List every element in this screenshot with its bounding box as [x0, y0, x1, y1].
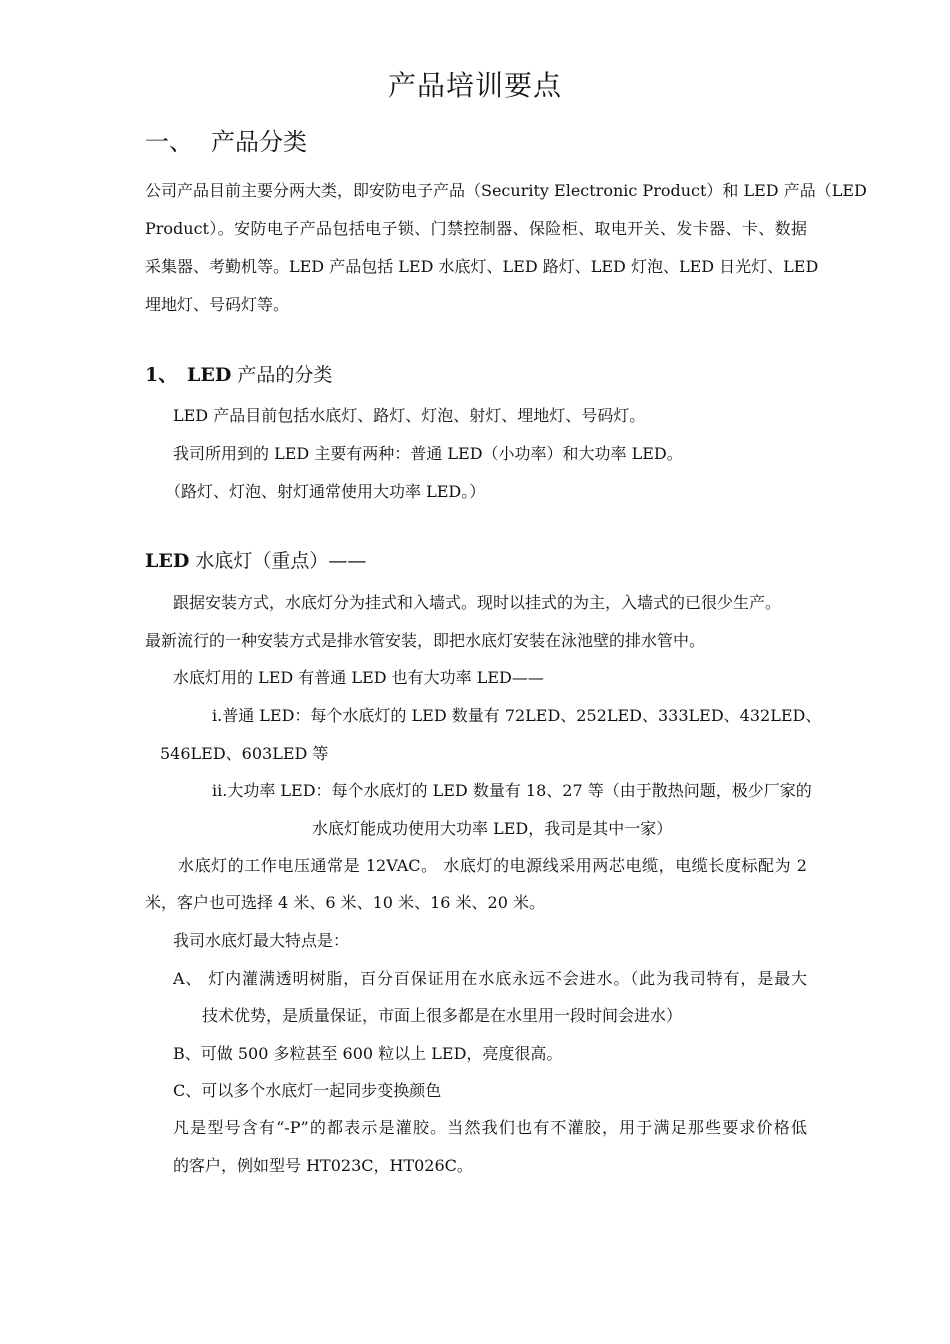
body-line-5: 546LED、603LED 等	[160, 744, 329, 763]
body-line-12: 技术优势，是质量保证，市面上很多都是在水里用一段时间会进水）	[202, 1006, 683, 1025]
intro-line-1: 公司产品目前主要分两大类，即安防电子产品（Security Electronic Product）和 LED 产品（LED	[145, 181, 867, 200]
page-title: 产品培训要点	[387, 69, 562, 102]
underwater-heading-bold: LED	[145, 550, 190, 572]
body-line-13: B、可做 500 多粒甚至 600 粒以上 LED，亮度很高。	[173, 1044, 563, 1063]
section-heading-text: 产品分类	[211, 128, 307, 156]
led-line-1: LED 产品目前包括水底灯、路灯、灯泡、射灯、埋地灯、号码灯。	[173, 406, 646, 425]
led-line-3: （路灯、灯泡、射灯通常使用大功率 LED。）	[165, 482, 486, 501]
subsection-number: 1、	[145, 364, 178, 386]
section-number: 一、	[145, 128, 193, 156]
body-line-9: 米，客户也可选择 4 米、6 米、10 米、16 米、20 米。	[145, 893, 545, 912]
body-line-14: C、可以多个水底灯一起同步变换颜色	[173, 1081, 442, 1100]
body-line-1: 跟据安装方式，水底灯分为挂式和入墙式。现时以挂式的为主，入墙式的已很少生产。	[173, 593, 782, 612]
body-line-16: 的客户，例如型号 HT023C，HT026C。	[173, 1156, 473, 1175]
intro-line-4: 埋地灯、号码灯等。	[145, 295, 290, 314]
intro-line-2: Product）。安防电子产品包括电子锁、门禁控制器、保险柜、取电开关、发卡器、卡、数据	[145, 219, 807, 238]
body-line-4: i.普通 LED：每个水底灯的 LED 数量有 72LED、252LED、333LED、432LED、	[212, 706, 822, 725]
led-line-2: 我司所用到的 LED 主要有两种：普通 LED（小功率）和大功率 LED。	[173, 444, 683, 463]
subsection-heading-underwater-light	[145, 546, 366, 573]
body-line-11: A、 灯内灌满透明树脂，百分百保证用在水底永远不会进水。（此为我司特有，是最大	[173, 969, 807, 988]
body-line-7: 水底灯能成功使用大功率 LED，我司是其中一家）	[312, 819, 673, 838]
body-line-6: ii.大功率 LED：每个水底灯的 LED 数量有 18、27 等（由于散热问题，极少厂家的	[212, 781, 812, 800]
body-line-10: 我司水底灯最大特点是：	[173, 931, 350, 950]
body-line-3: 水底灯用的 LED 有普通 LED 也有大功率 LED——	[173, 668, 544, 687]
body-line-15: 凡是型号含有“-P”的都表示是灌胶。当然我们也有不灌胶，用于满足那些要求价格低	[173, 1118, 807, 1137]
section-heading-product-categories	[145, 122, 307, 157]
subsection-heading-led-categories	[145, 360, 332, 387]
subsection-heading-bold: LED	[187, 364, 232, 386]
body-line-2: 最新流行的一种安装方式是排水管安装，即把水底灯安装在泳池壁的排水管中。	[145, 631, 706, 650]
intro-line-3: 采集器、考勤机等。LED 产品包括 LED 水底灯、LED 路灯、LED 灯泡、LED 日光灯、LED	[145, 257, 819, 276]
body-line-8: 水底灯的工作电压通常是 12VAC。 水底灯的电源线采用两芯电缆，电缆长度标配为 2	[178, 856, 807, 875]
underwater-heading-text: 水底灯（重点）——	[189, 550, 367, 572]
subsection-heading-text: 产品的分类	[231, 364, 333, 386]
